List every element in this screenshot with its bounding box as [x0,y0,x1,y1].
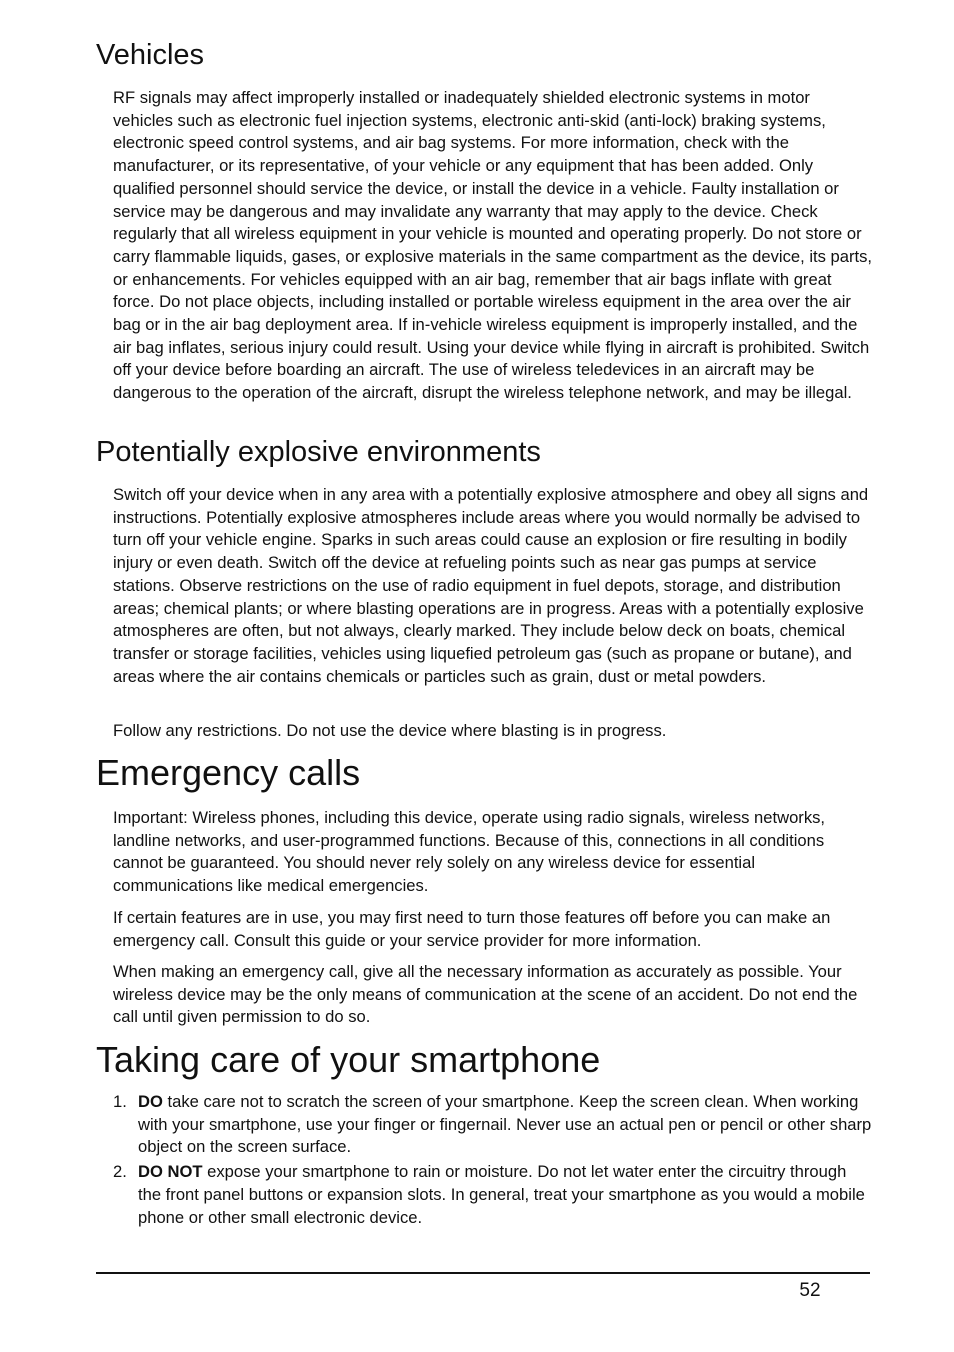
list-item [113,1091,873,1159]
care-list [113,1091,873,1231]
paragraph-explosive-2: Follow any restrictions. Do not use the device where blasting is in progress. [113,721,667,740]
list-item-text: take care not to scratch the screen of your smartphone. Keep the screen clean. When working with your smartphone, use your finger or fingernail. Never use an actual pen or pencil or other sharp object on the screen surface. [138,1092,872,1157]
heading-taking-care: Taking care of your smartphone [96,1039,601,1080]
paragraph-explosive-1: Switch off your device when in any area with a potentially explosive atmosphere and obey all signs and instructions. Potentially explosive atmospheres include areas where you would normally be advised to turn off your vehicle engine. Sparks in such areas could cause an explosion or fire resulting in bodily injury or even death. Switch off the device at refueling points such as near gas pumps at service stations. Observe restrictions on the use of radio equipment in fuel depots, storage, and distribution areas; chemical plants; or where blasting operations are in progress. Areas with a potentially explosive atmospheres are often, but not always, clearly marked. They include below deck on boats, chemical transfer or storage facilities, vehicles using liquefied petroleum gas (such as propane or butane), and areas where the air contains chemicals or particles such as grain, dust or metal powders. [113,485,869,686]
list-item-number: 1. [113,1092,127,1111]
footer-divider [96,1272,870,1274]
list-item-number: 2. [113,1162,127,1182]
heading-explosive-environments: Potentially explosive environments [96,436,541,468]
heading-vehicles: Vehicles [96,39,205,71]
list-item [113,1161,873,1229]
heading-emergency-calls: Emergency calls [96,752,361,793]
page-number: 52 [799,1280,821,1301]
list-item-text: expose your smartphone to rain or moisture. Do not let water enter the circuitry through the front panel buttons or expansion slots. In general, treat your smartphone as you would a mobile phone or other small electronic device. [138,1162,865,1227]
paragraph-emergency-2: If certain features are in use, you may first need to turn those features off before you can make an emergency call. Consult this guide or your service provider for more information. [113,908,831,950]
paragraph-emergency-1: Important: Wireless phones, including this device, operate using radio signals, wireless networks, landline networks, and user-programmed functions. Because of this, connections in all conditions cannot be guaranteed. You should never rely solely on any wireless device for essential communications like medical emergencies. [113,808,826,896]
paragraph-vehicles: RF signals may affect improperly installed or inadequately shielded electronic systems in motor vehicles such as electronic fuel injection systems, electronic anti-skid (anti-lock) braking systems, electronic speed control systems, and air bag systems. For more information, check with the manufacturer, or its representative, of your vehicle or any equipment that has been added. Only qualified personnel should service the device, or install the device in a vehicle. Faulty installation or service may be dangerous and may invalidate any warranty that may apply to the device. Check regularly that all wireless equipment in your vehicle is mounted and operating properly. Do not store or carry flammable liquids, gases, or explosive materials in the same compartment as the device, its parts, or enhancements. For vehicles equipped with an air bag, remember that air bags inflate with great force. Do not place objects, including installed or portable wireless equipment in the area over the air bag or in the air bag deployment area. If in-vehicle wireless equipment is improperly installed, and the air bag inflates, serious injury could result. Using your device while flying in aircraft is prohibited. Switch off your device before boarding an aircraft. The use of wireless teledevices in an aircraft may be dangerous to the operation of the aircraft, disrupt the wireless telephone network, and may be illegal. [113,88,873,403]
list-item-emphasis: DO NOT [138,1162,203,1182]
paragraph-emergency-3: When making an emergency call, give all the necessary information as accurately as possible. Your wireless device may be the only means of communication at the scene of an accident. Do not end the call until given permission to do so. [113,962,858,1027]
list-item-emphasis: DO [138,1092,163,1111]
